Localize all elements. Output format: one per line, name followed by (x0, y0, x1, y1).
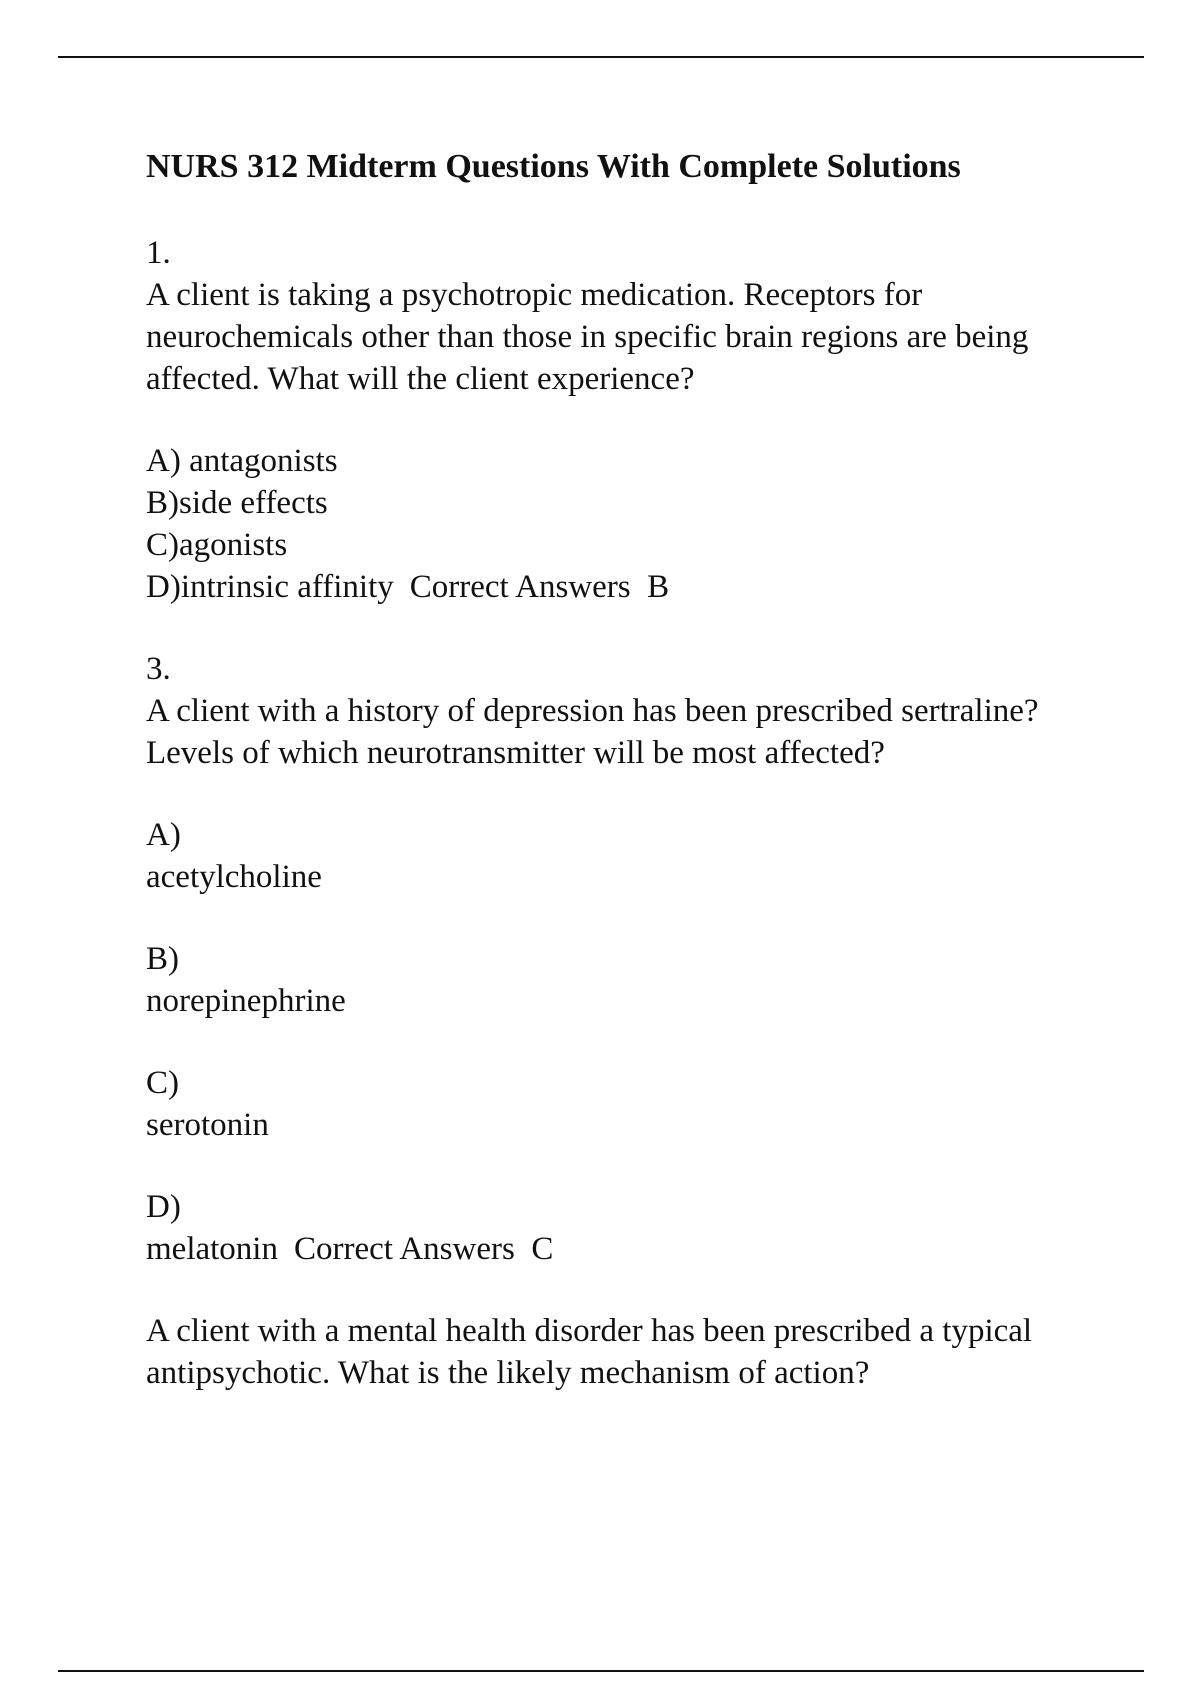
option-letter: B) (146, 941, 179, 977)
question-number: 3. (146, 651, 171, 687)
option-value: melatonin (146, 1231, 278, 1267)
option-d: D)intrinsic affinity (146, 569, 394, 605)
question-4 (146, 1310, 1106, 1394)
document-title: NURS 312 Midterm Questions With Complete Solutions (146, 148, 961, 185)
option-c: C)agonists (146, 527, 288, 563)
option-d-with-answer (146, 566, 1106, 608)
option-c (146, 1062, 1106, 1146)
option-b (146, 938, 1106, 1022)
option-d-with-answer (146, 1228, 1106, 1270)
question-text: A client with a mental health disorder has been prescribed a typical antipsychotic. What is the likely mechanism of action? (146, 1313, 1033, 1391)
option-b: B)side effects (146, 485, 328, 521)
page-content (146, 140, 1106, 1394)
question-number: 1. (146, 235, 171, 271)
option-a: A) antagonists (146, 443, 338, 479)
option-value: acetylcholine (146, 859, 322, 895)
correct-answer: Correct Answers C (293, 1231, 554, 1267)
options-list (146, 440, 1106, 608)
option-letter: A) (146, 817, 181, 853)
question-text: A client is taking a psychotropic medication. Receptors for neurochemicals other than those in specific brain regions are being affected. What will the client experience? (146, 277, 1029, 397)
header-rule (58, 56, 1144, 58)
option-a (146, 814, 1106, 898)
question-text: A client with a history of depression has been prescribed sertraline? Levels of which neurotransmitter will be most affected? (146, 693, 1039, 771)
option-d (146, 1186, 1106, 1270)
footer-rule (58, 1670, 1144, 1672)
option-value: norepinephrine (146, 983, 346, 1019)
question-1 (146, 232, 1106, 608)
correct-answer: Correct Answers B (409, 569, 670, 605)
question-3 (146, 648, 1106, 1270)
option-value: serotonin (146, 1107, 269, 1143)
option-letter: C) (146, 1065, 179, 1101)
option-letter: D) (146, 1189, 181, 1225)
